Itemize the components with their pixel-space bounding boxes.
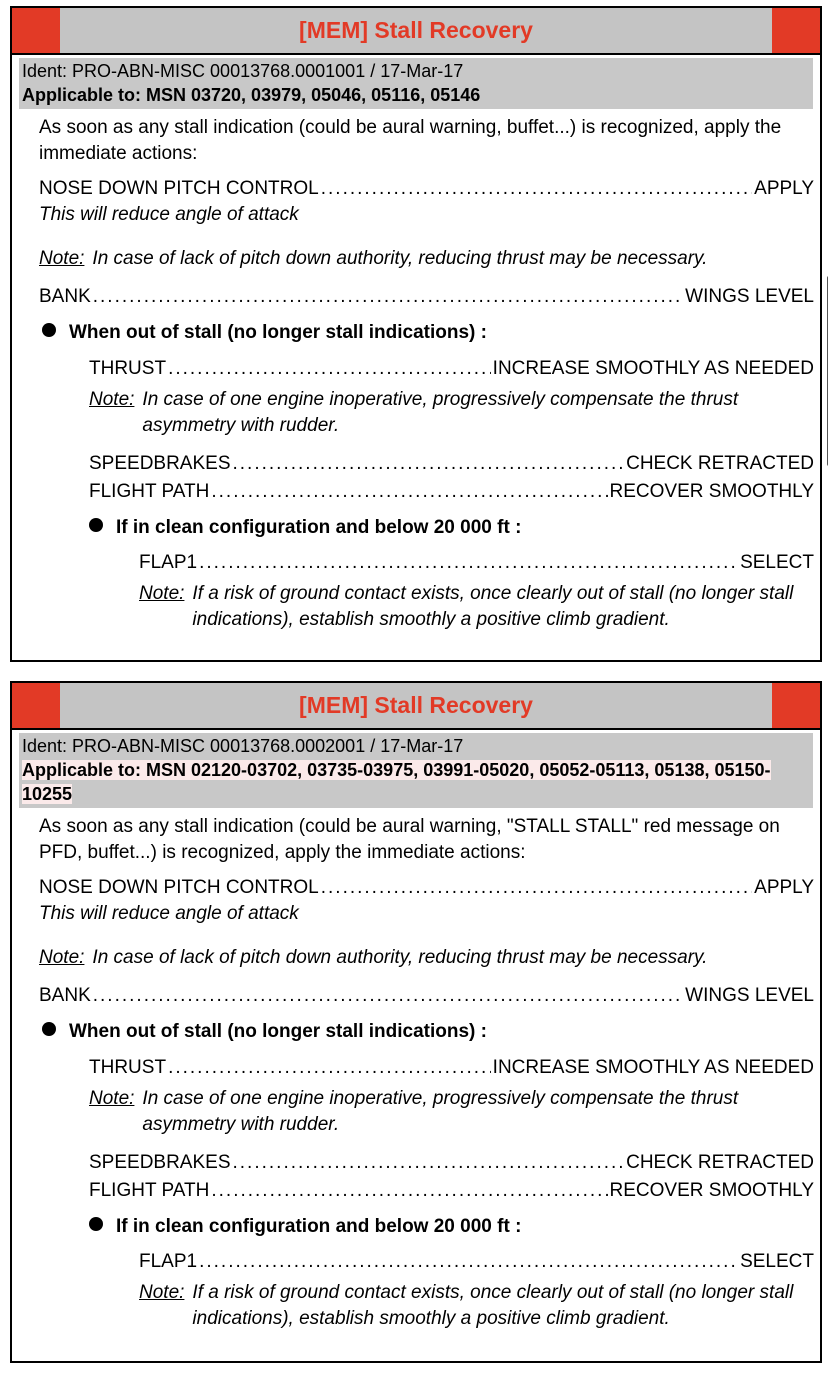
- step-speedbrakes: [89, 1150, 814, 1176]
- note-label: Note:: [89, 389, 135, 410]
- title-corner-right: [772, 683, 820, 728]
- ident-line: Ident: PRO-ABN-MISC 00013768.0001001 / 17-Mar-17: [22, 61, 464, 81]
- step-label: SPEEDBRAKES: [89, 1152, 231, 1173]
- procedure-content: [12, 814, 820, 1332]
- step-value: APPLY: [754, 178, 814, 199]
- condition-out-of-stall: [12, 1019, 814, 1045]
- step-flight-path: [89, 479, 814, 505]
- step-flap1: [139, 550, 814, 576]
- note-engine-inop: [89, 1086, 814, 1138]
- title-corner-right: [772, 8, 820, 53]
- applicability-wrapper: [19, 758, 813, 808]
- step-label: THRUST: [89, 358, 167, 379]
- note-engine-inop: [89, 387, 814, 439]
- leader-dots: [168, 356, 491, 382]
- step-flap1: [139, 1249, 814, 1275]
- applicability-line: Applicable to: MSN 02120-03702, 03735-03975, 03991-05020, 05052-05113, 05138, 05150-10255: [22, 760, 771, 804]
- intro-text: As soon as any stall indication (could be aural warning, "STALL STALL" red message on PFD, buffet...) is recognized, apply the immediate actions:: [39, 816, 780, 863]
- step-nose-down: [39, 176, 814, 202]
- condition-clean-config: [89, 515, 814, 541]
- step-label: BANK: [39, 985, 91, 1006]
- step-value: SELECT: [740, 552, 814, 573]
- note-pitch-authority: [39, 945, 814, 971]
- step-label: FLAP1: [139, 552, 198, 573]
- leader-dots: [199, 1249, 738, 1275]
- leader-dots: [233, 451, 625, 477]
- step-bank: [39, 284, 814, 310]
- step-bank: [39, 983, 814, 1009]
- leader-dots: [321, 176, 752, 202]
- step-flight-path: [89, 1178, 814, 1204]
- bullet-icon: [89, 1217, 103, 1231]
- card-title-bar: [12, 683, 820, 730]
- procedure-card-1: [10, 6, 822, 662]
- note-label: Note:: [39, 947, 85, 968]
- step-nose-down: [39, 875, 814, 901]
- step-label: FLIGHT PATH: [89, 481, 210, 502]
- note-text: In case of lack of pitch down authority, reducing thrust may be necessary.: [92, 947, 708, 968]
- step-value: RECOVER SMOOTHLY: [609, 481, 814, 502]
- note-text: In case of one engine inoperative, progressively compensate the thrust asymmetry with rudder.: [142, 389, 739, 436]
- step-value: INCREASE SMOOTHLY AS NEEDED: [492, 1057, 814, 1078]
- condition-text: When out of stall (no longer stall indications) :: [69, 322, 487, 343]
- leader-dots: [93, 284, 683, 310]
- step-speedbrakes: [89, 451, 814, 477]
- card-title: [MEM] Stall Recovery: [299, 17, 533, 43]
- step-label: FLAP1: [139, 1251, 198, 1272]
- ident-block: [19, 733, 813, 808]
- step-label: BANK: [39, 286, 91, 307]
- applicability-line: Applicable to: MSN 03720, 03979, 05046, 05116, 05146: [22, 85, 481, 105]
- note-label: Note:: [39, 248, 85, 269]
- step-value: RECOVER SMOOTHLY: [609, 1180, 814, 1201]
- note-label: Note:: [139, 583, 185, 604]
- step-label: NOSE DOWN PITCH CONTROL: [39, 178, 319, 199]
- step-label: NOSE DOWN PITCH CONTROL: [39, 877, 319, 898]
- step-subtext: This will reduce angle of attack: [39, 204, 299, 225]
- procedure-card-2: [10, 681, 822, 1363]
- card-title: [MEM] Stall Recovery: [299, 692, 533, 718]
- leader-dots: [233, 1150, 625, 1176]
- leader-dots: [199, 550, 738, 576]
- step-thrust: [89, 1055, 814, 1081]
- leader-dots: [211, 1178, 607, 1204]
- condition-text: If in clean configuration and below 20 000 ft :: [116, 517, 522, 538]
- note-pitch-authority: [39, 246, 814, 272]
- step-label: THRUST: [89, 1057, 167, 1078]
- note-text: In case of lack of pitch down authority, reducing thrust may be necessary.: [92, 248, 708, 269]
- condition-text: When out of stall (no longer stall indications) :: [69, 1021, 487, 1042]
- note-label: Note:: [139, 1282, 185, 1303]
- step-value: WINGS LEVEL: [685, 985, 814, 1006]
- note-text: If a risk of ground contact exists, once clearly out of stall (no longer stall indications), establish smoothly a positive climb gradient.: [192, 583, 794, 630]
- note-text: In case of one engine inoperative, progressively compensate the thrust asymmetry with rudder.: [142, 1088, 739, 1135]
- leader-dots: [211, 479, 607, 505]
- intro-text: As soon as any stall indication (could be aural warning, buffet...) is recognized, apply the immediate actions:: [39, 117, 782, 164]
- note-label: Note:: [89, 1088, 135, 1109]
- step-label: SPEEDBRAKES: [89, 453, 231, 474]
- note-text: If a risk of ground contact exists, once clearly out of stall (no longer stall indications), establish smoothly a positive climb gradient.: [192, 1282, 794, 1329]
- bullet-icon: [42, 323, 56, 337]
- condition-out-of-stall: [12, 320, 814, 346]
- step-subtext: This will reduce angle of attack: [39, 903, 299, 924]
- step-thrust: [89, 356, 814, 382]
- step-value: INCREASE SMOOTHLY AS NEEDED: [492, 358, 814, 379]
- step-value: WINGS LEVEL: [685, 286, 814, 307]
- bullet-icon: [42, 1022, 56, 1036]
- step-value: SELECT: [740, 1251, 814, 1272]
- procedure-content: [12, 115, 820, 633]
- card-title-bar: [12, 8, 820, 55]
- note-ground-contact: [139, 581, 814, 633]
- leader-dots: [93, 983, 683, 1009]
- step-label: FLIGHT PATH: [89, 1180, 210, 1201]
- bullet-icon: [89, 518, 103, 532]
- condition-text: If in clean configuration and below 20 000 ft :: [116, 1216, 522, 1237]
- note-ground-contact: [139, 1280, 814, 1332]
- condition-clean-config: [89, 1214, 814, 1240]
- step-value: APPLY: [754, 877, 814, 898]
- step-value: CHECK RETRACTED: [626, 453, 814, 474]
- step-value: CHECK RETRACTED: [626, 1152, 814, 1173]
- ident-block: [19, 58, 813, 109]
- leader-dots: [321, 875, 752, 901]
- ident-line: Ident: PRO-ABN-MISC 00013768.0002001 / 17-Mar-17: [19, 733, 813, 758]
- leader-dots: [168, 1055, 491, 1081]
